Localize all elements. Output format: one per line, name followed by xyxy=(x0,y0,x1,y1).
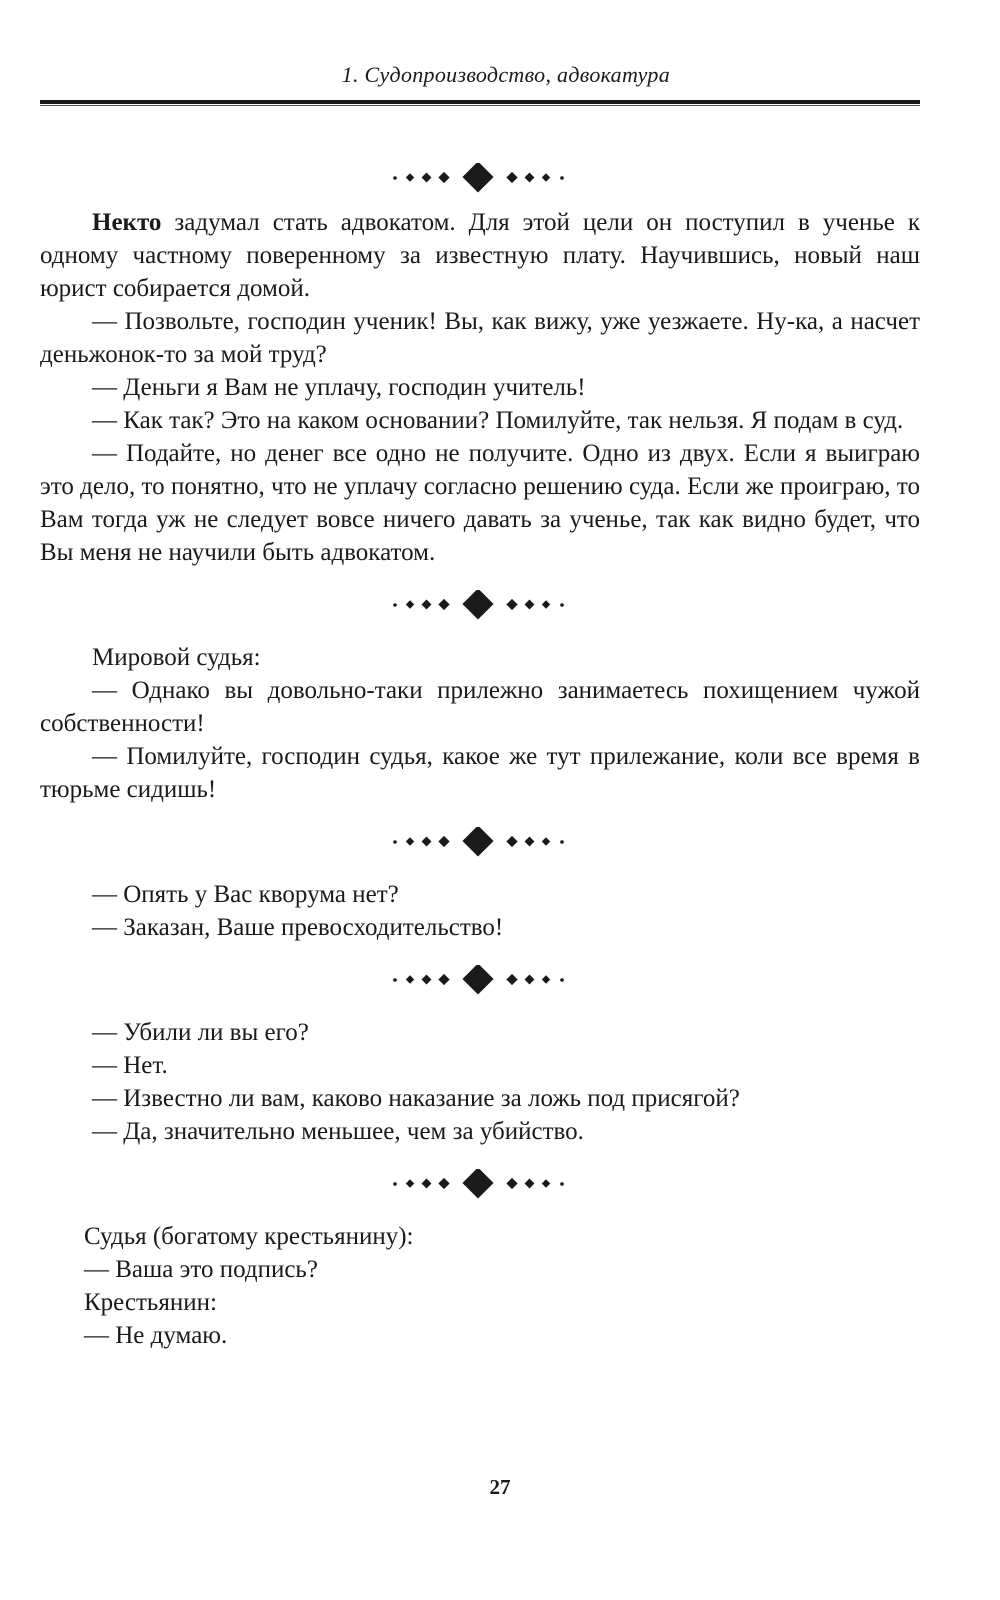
section-divider xyxy=(40,150,920,206)
paragraph: — Ваша это подпись? xyxy=(84,1256,318,1283)
section-divider xyxy=(40,569,920,641)
paragraph: — Позвольте, господин ученик! Вы, как вижу, уже уезжаете. Ну-ка, а насчет деньжонок-то за мой труд? xyxy=(40,308,920,368)
paragraph: Судья (богатому крестьянину): xyxy=(84,1223,414,1250)
paragraph: Крестьянин: xyxy=(84,1289,217,1316)
paragraph: — Помилуйте, господин судья, какое же тут прилежание, коли все время в тюрьме сидишь! xyxy=(40,743,920,803)
page-number: 27 xyxy=(489,1475,511,1499)
diamond-ornament-icon xyxy=(385,827,575,857)
diamond-ornament-icon xyxy=(385,965,575,995)
anecdote-quorum xyxy=(40,878,920,944)
paragraph: Некто задумал стать адвокатом. Для этой цели он поступил в ученье к одному частному поверенному за известную плату. Научившись, новый наш юрист собирается домой. xyxy=(40,209,920,302)
paragraph: — Известно ли вам, каково наказание за ложь под присягой? xyxy=(92,1085,740,1112)
section-divider xyxy=(40,806,920,878)
section-divider xyxy=(40,944,920,1016)
paragraph: — Опять у Вас кворума нет? xyxy=(92,881,399,908)
anecdote-lawyer-student xyxy=(40,206,920,569)
paragraph: — Деньги я Вам не уплачу, господин учитель! xyxy=(92,374,586,401)
diamond-ornament-icon xyxy=(385,163,575,193)
section-divider xyxy=(40,1148,920,1220)
paragraph: — Убили ли вы его? xyxy=(92,1019,309,1046)
paragraph: — Как так? Это на каком основании? Помилуйте, так нельзя. Я подам в суд. xyxy=(92,407,904,434)
running-title: 1. Судопроизводство, адвокатура xyxy=(341,62,670,87)
anecdote-justice-of-peace xyxy=(40,641,920,806)
paragraph: — Однако вы довольно-таки прилежно занимаетесь похищением чужой собственности! xyxy=(40,677,920,737)
anecdote-signature xyxy=(40,1220,920,1352)
header-rule xyxy=(40,100,920,104)
paragraph: — Да, значительно меньшее, чем за убийство. xyxy=(92,1118,584,1145)
diamond-ornament-icon xyxy=(385,1169,575,1199)
diamond-ornament-icon xyxy=(385,590,575,620)
paragraph: — Нет. xyxy=(92,1052,168,1079)
running-header xyxy=(40,62,920,108)
anecdote-oath xyxy=(40,1016,920,1148)
paragraph: Мировой судья: xyxy=(92,644,261,671)
paragraph: — Не думаю. xyxy=(84,1322,228,1349)
page-body xyxy=(40,150,920,1352)
header-rule-thin xyxy=(40,105,920,106)
paragraph: — Подайте, но денег все одно не получите. Одно из двух. Если я выиграю это дело, то понятно, что не уплачу согласно решению суда. Если же проиграю, то Вам тогда уж не следует вовсе ничего давать за ученье, так как видно будет, что Вы меня не научили быть адвокатом. xyxy=(40,440,920,566)
lead-word: Некто xyxy=(92,209,162,236)
paragraph: — Заказан, Ваше превосходительство! xyxy=(92,914,504,941)
